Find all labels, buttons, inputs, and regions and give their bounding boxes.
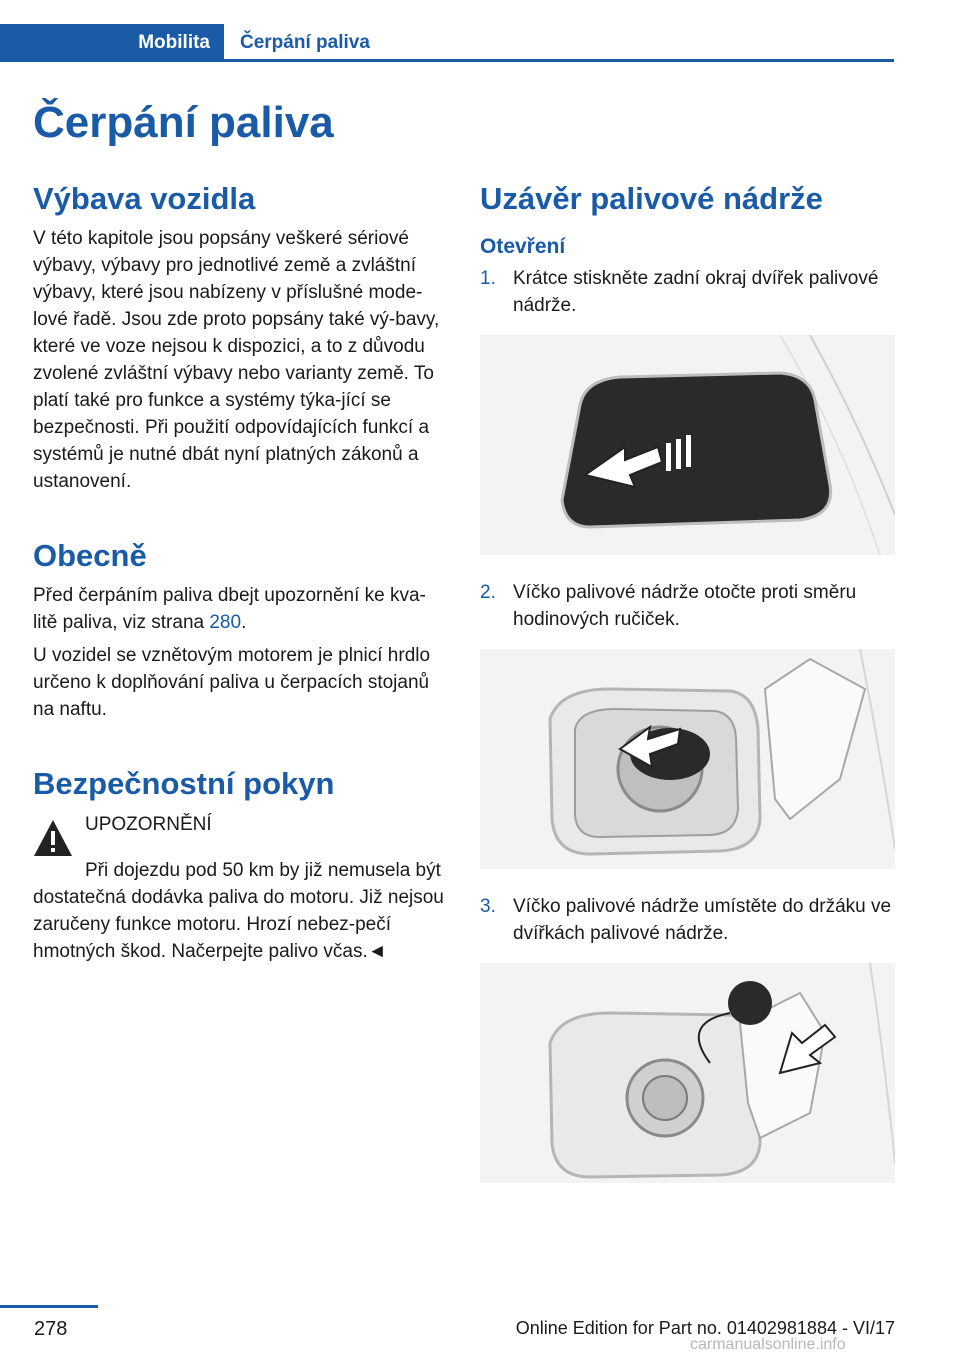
step-3 [480,893,895,947]
fuel-cap-heading: Uzávěr palivové nádrže [480,181,823,216]
step-text: Krátce stiskněte zadní okraj dvířek palivové nádrže. [513,268,879,317]
equipment-text: V této kapitole jsou popsány veškeré sériové výbavy, výbavy pro jednotlivé země a zvláštní výbavy, které jsou nabízeny v příslušné mode-lové řadě. Jsou zde proto popsány také vý-bavy, které ve voze nejsou k dispozici, a to z důvodu zvolené zvláštní výbavy nebo varianty země. To platí také pro funkce a systémy týka-jící se bezpečnosti. Při použití odpovídajících funkcí a systémů je nutné dbát nyní platných zákonů a ustanovení. [33,228,440,493]
general-text-2: U vozidel se vznětovým motorem je plnicí hrdlo určeno k doplňování paliva u čerpacích stojanů na naftu. [33,645,431,721]
illustration-cap-holder [480,963,895,1183]
edition-text: Online Edition for Part no. 01402981884 - VI/17 [515,1318,895,1338]
step-text: Víčko palivové nádrže otočte proti směru hodinových ručiček. [513,582,857,631]
opening-heading: Otevření [480,235,566,259]
general-text-part: Před čerpáním paliva dbejt upozornění ke kva-litě paliva, viz strana [33,585,426,634]
step-number: 1. [480,268,496,290]
cap-holder-image [480,963,895,1183]
right-column [480,180,895,1207]
illustration-cap-turn [480,649,895,869]
step-number: 3. [480,896,496,918]
step-text: Víčko palivové nádrže umístěte do držáku ve dvířkách palivové nádrže. [513,896,892,945]
tab-cerpani-paliva[interactable]: Čerpání paliva [240,32,370,53]
tab-mobilita[interactable]: Mobilita [0,24,224,62]
header-rule [224,59,894,62]
page-title: Čerpání paliva [33,98,334,147]
header-bar [0,0,960,62]
general-text [33,582,448,636]
warning-block [33,811,448,965]
page-number: 278 [34,1318,68,1340]
general-heading: Obecně [33,538,147,574]
equipment-heading: Výbava vozidla [33,181,256,216]
cap-turn-image [480,649,895,869]
general-text-end: . [241,612,247,634]
safety-heading: Bezpečnostní pokyn [33,766,335,802]
step-1 [480,265,895,319]
footer-rule [0,1305,98,1308]
illustration-fuel-flap-press [480,335,895,555]
step-2 [480,579,895,633]
step-number: 2. [480,582,496,604]
watermark: carmanualsonline.info [690,1336,846,1353]
fuel-flap-press-image [480,335,895,555]
warning-triangle-icon [33,819,73,857]
warning-header [33,811,448,857]
warning-text: Při dojezdu pod 50 km by již nemusela být dostatečná dodávka paliva do motoru. Již nejsou zaručeny funkce motoru. Hrozí nebez-pečí hmotných škod. Načerpejte palivo včas.◄ [33,859,444,962]
page-link-280[interactable]: 280 [209,612,242,634]
left-column [33,180,448,965]
warning-label: UPOZORNĚNÍ [85,813,212,835]
